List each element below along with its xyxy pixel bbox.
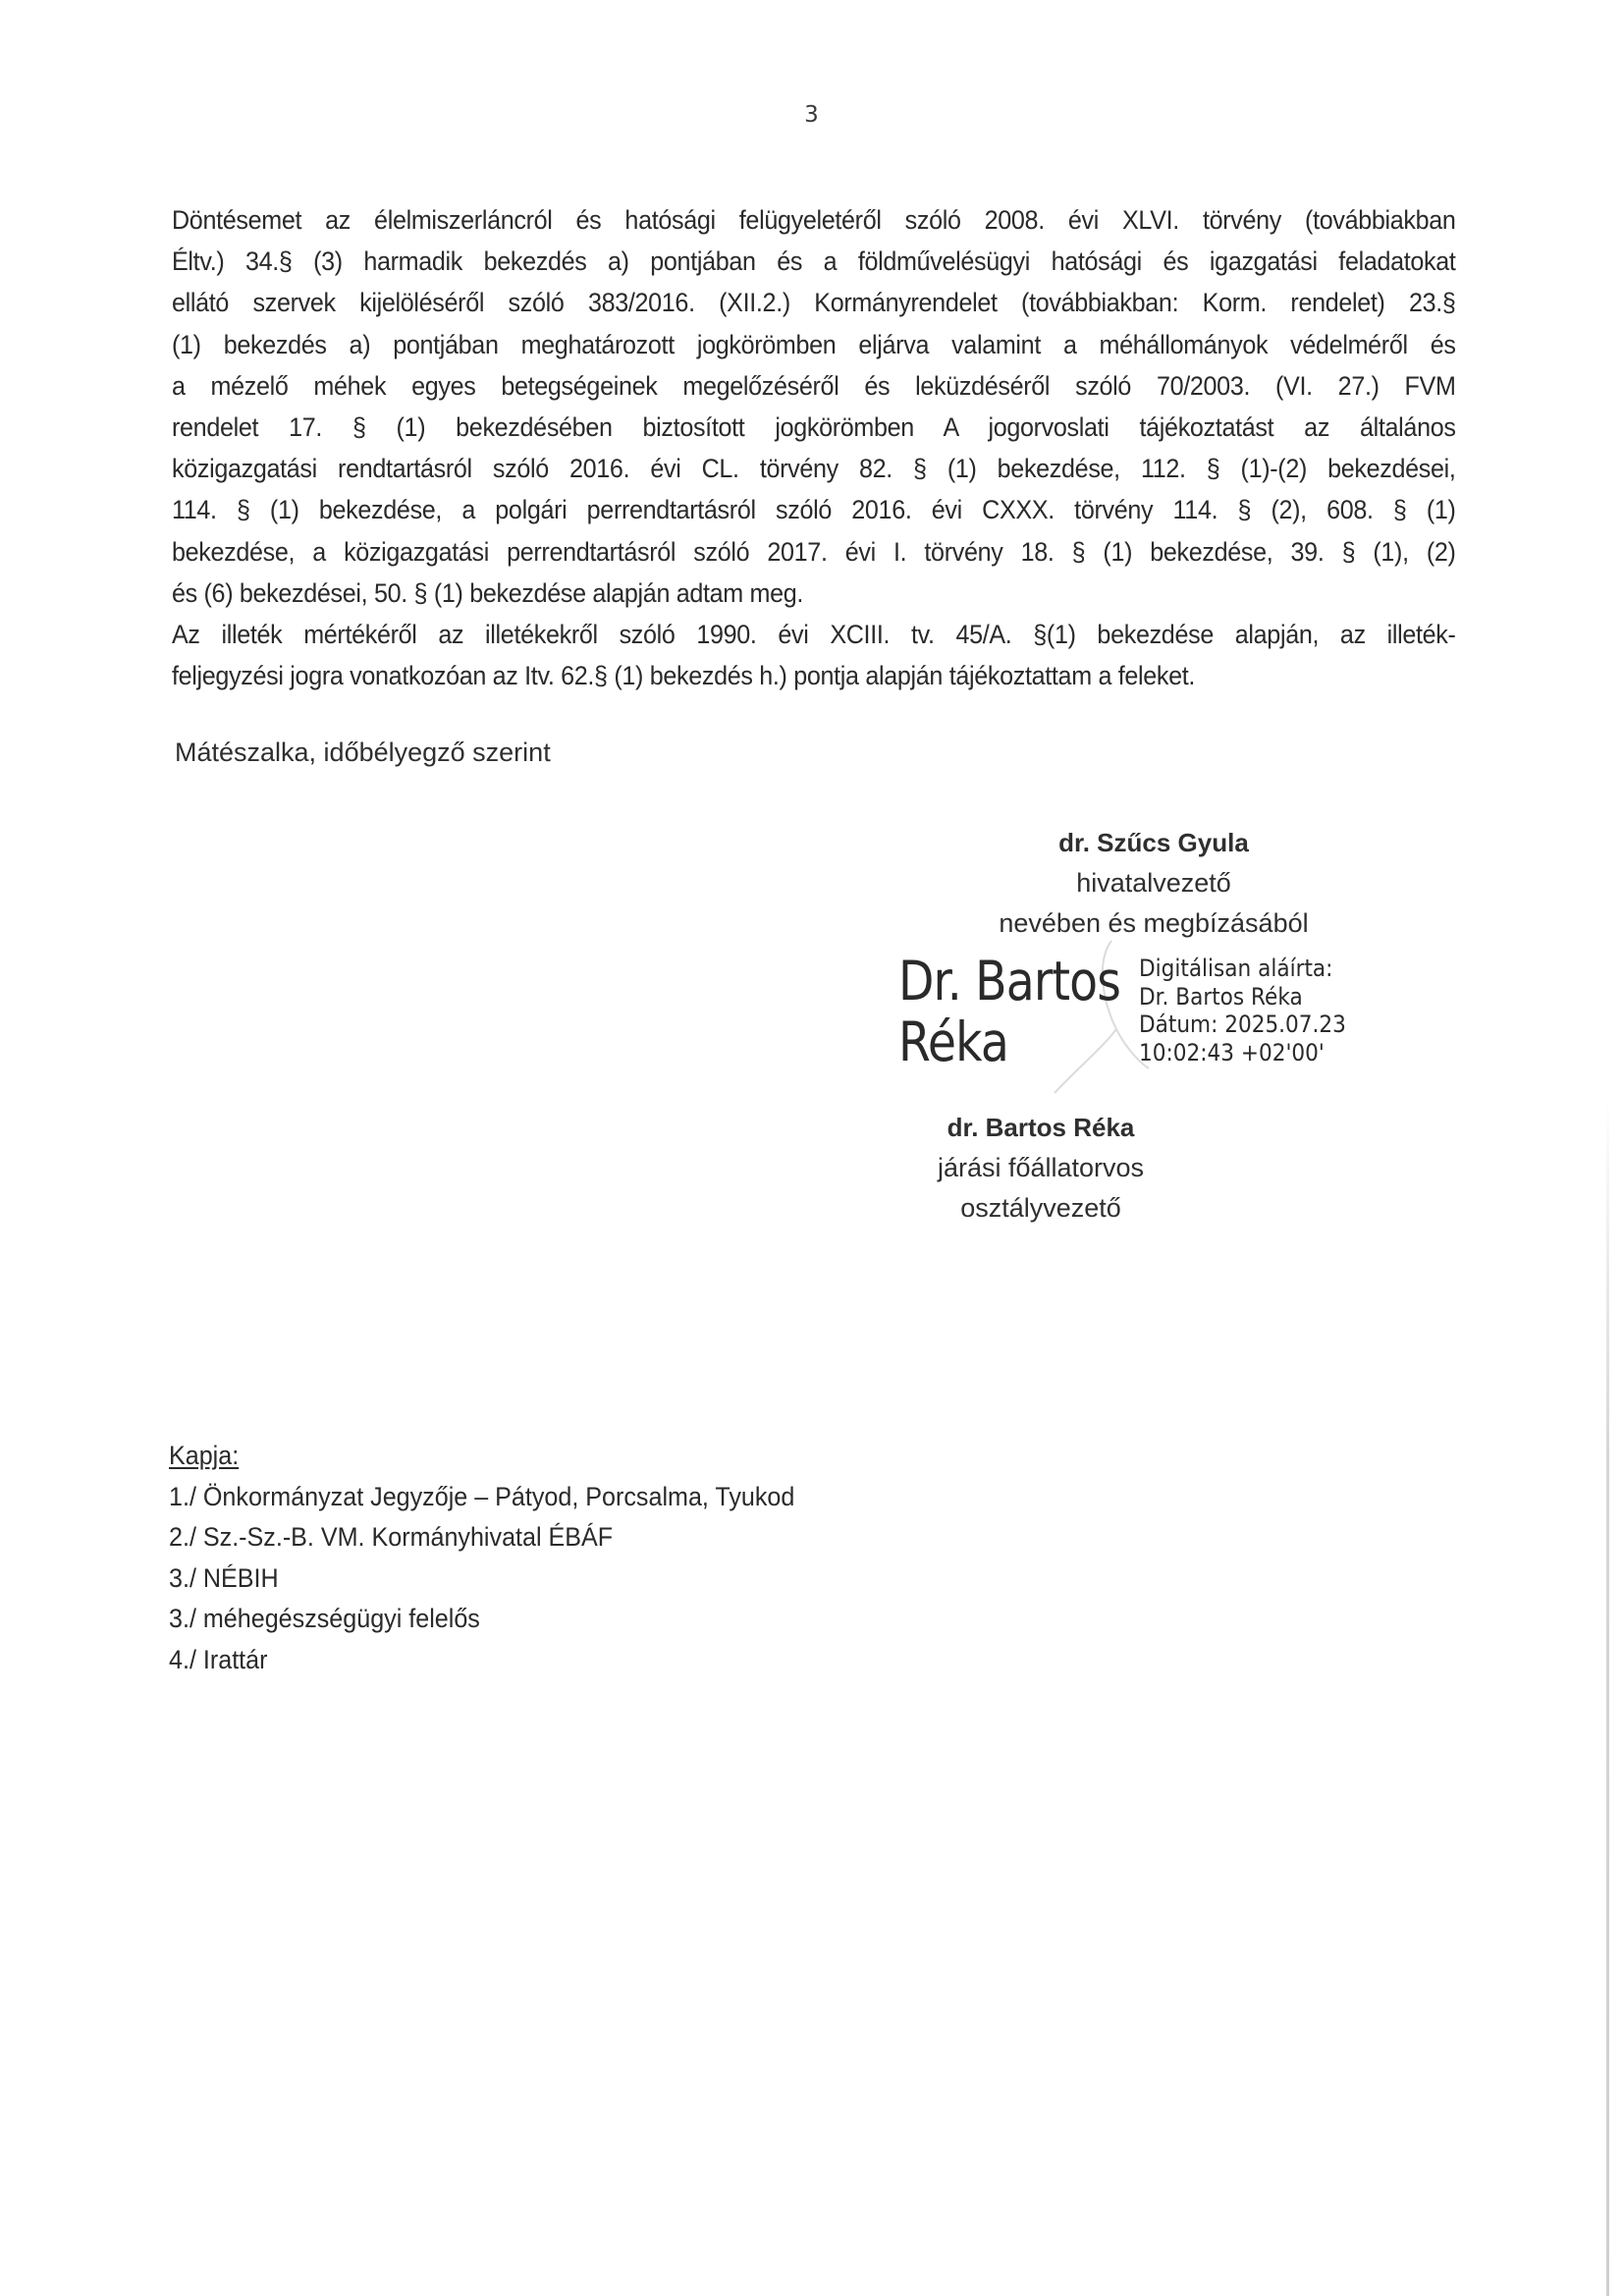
signatory-position: osztályvezető	[960, 1193, 1121, 1223]
recipient-item: 3./ méhegészségügyi felelős	[169, 1604, 480, 1633]
paragraph-line: Döntésemet az élelmiszerláncról és hatósági felügyeletéről szóló 2008. évi XLVI. törvény (továbbiakban	[172, 205, 1456, 235]
recipient-item: 2./ Sz.-Sz.-B. VM. Kormányhivatal ÉBÁF	[169, 1522, 614, 1552]
signatory-title: járási főállatorvos	[937, 1153, 1145, 1182]
signer-name-large: Dr. Bartos Réka	[898, 950, 1121, 1073]
recipient-item: 1./ Önkormányzat Jegyzője – Pátyod, Porcsalma, Tyukod	[169, 1481, 795, 1511]
signatory-name: dr. Szűcs Gyula	[1058, 828, 1249, 857]
recipients-list	[169, 1436, 794, 1680]
signatory-title: hivatalvezető	[1076, 868, 1231, 898]
scan-edge-line	[1606, 1095, 1609, 2296]
signature-details	[1139, 955, 1346, 1066]
signature-label: Digitálisan aláírta:	[1139, 955, 1333, 982]
paragraph-line: bekezdése, a közigazgatási perrendtartásról szóló 2017. évi I. törvény 18. § (1) bekezdése, 39. § (1), (2)	[172, 536, 1456, 567]
place-and-date: Mátészalka, időbélyegző szerint	[175, 738, 551, 767]
recipient-item: 3./ NÉBIH	[169, 1562, 279, 1593]
paragraph-line: közigazgatási rendtartásról szóló 2016. évi CL. törvény 82. § (1) bekezdése, 112. § (1)-(2) bekezdései,	[172, 454, 1456, 484]
paragraph-line: Az illeték mértékéről az illetékekről szóló 1990. évi XCIII. tv. 45/A. §(1) bekezdése alapján, az illeték-	[172, 620, 1456, 650]
signature-date: Dátum: 2025.07.23	[1139, 1011, 1346, 1038]
signature-signer: Dr. Bartos Réka	[1139, 982, 1303, 1011]
paragraph-line: rendelet 17. § (1) bekezdésében biztosított jogkörömben A jogorvoslati tájékoztatást az általános	[172, 412, 1456, 443]
decision-legal-basis-paragraph	[172, 199, 1456, 696]
paragraph-line: 114. § (1) bekezdése, a polgári perrendtartásról szóló 2016. évi CXXX. törvény 114. § (2), 608. § (1)	[172, 495, 1456, 525]
paragraph-line: és (6) bekezdései, 50. § (1) bekezdése alapján adtam meg.	[172, 577, 804, 608]
signatory-name: dr. Bartos Réka	[947, 1113, 1135, 1142]
paragraph-line: Éltv.) 34.§ (3) harmadik bekezdés a) pontjában és a földművelésügyi hatósági és igazgatási feladatokat	[172, 246, 1456, 277]
signatory-block-chief-veterinarian	[844, 1108, 1237, 1229]
recipient-item: 4./ Irattár	[169, 1644, 268, 1674]
page-number: 3	[804, 102, 819, 128]
signatory-capacity: nevében és megbízásából	[999, 908, 1309, 938]
digital-signature-stamp	[895, 951, 1406, 1088]
signatory-block-head-of-office	[884, 823, 1424, 944]
paragraph-line: ellátó szervek kijelöléséről szóló 383/2016. (XII.2.) Kormányrendelet (továbbiakban: Korm. rendelet) 23.§	[172, 288, 1456, 318]
paragraph-line: feljegyzési jogra vonatkozóan az Itv. 62.§ (1) bekezdés h.) pontja alapján tájékoztattam a feleket.	[172, 661, 1196, 691]
paragraph-line: (1) bekezdés a) pontjában meghatározott jogkörömben eljárva valamint a méhállományok védelméről és	[172, 329, 1456, 359]
recipients-heading: Kapja:	[169, 1441, 240, 1470]
paragraph-line: a mézelő méhek egyes betegségeinek megelőzéséről és leküzdéséről szóló 70/2003. (VI. 27.) FVM	[172, 370, 1456, 401]
signature-time: 10:02:43 +02'00'	[1139, 1038, 1325, 1066]
